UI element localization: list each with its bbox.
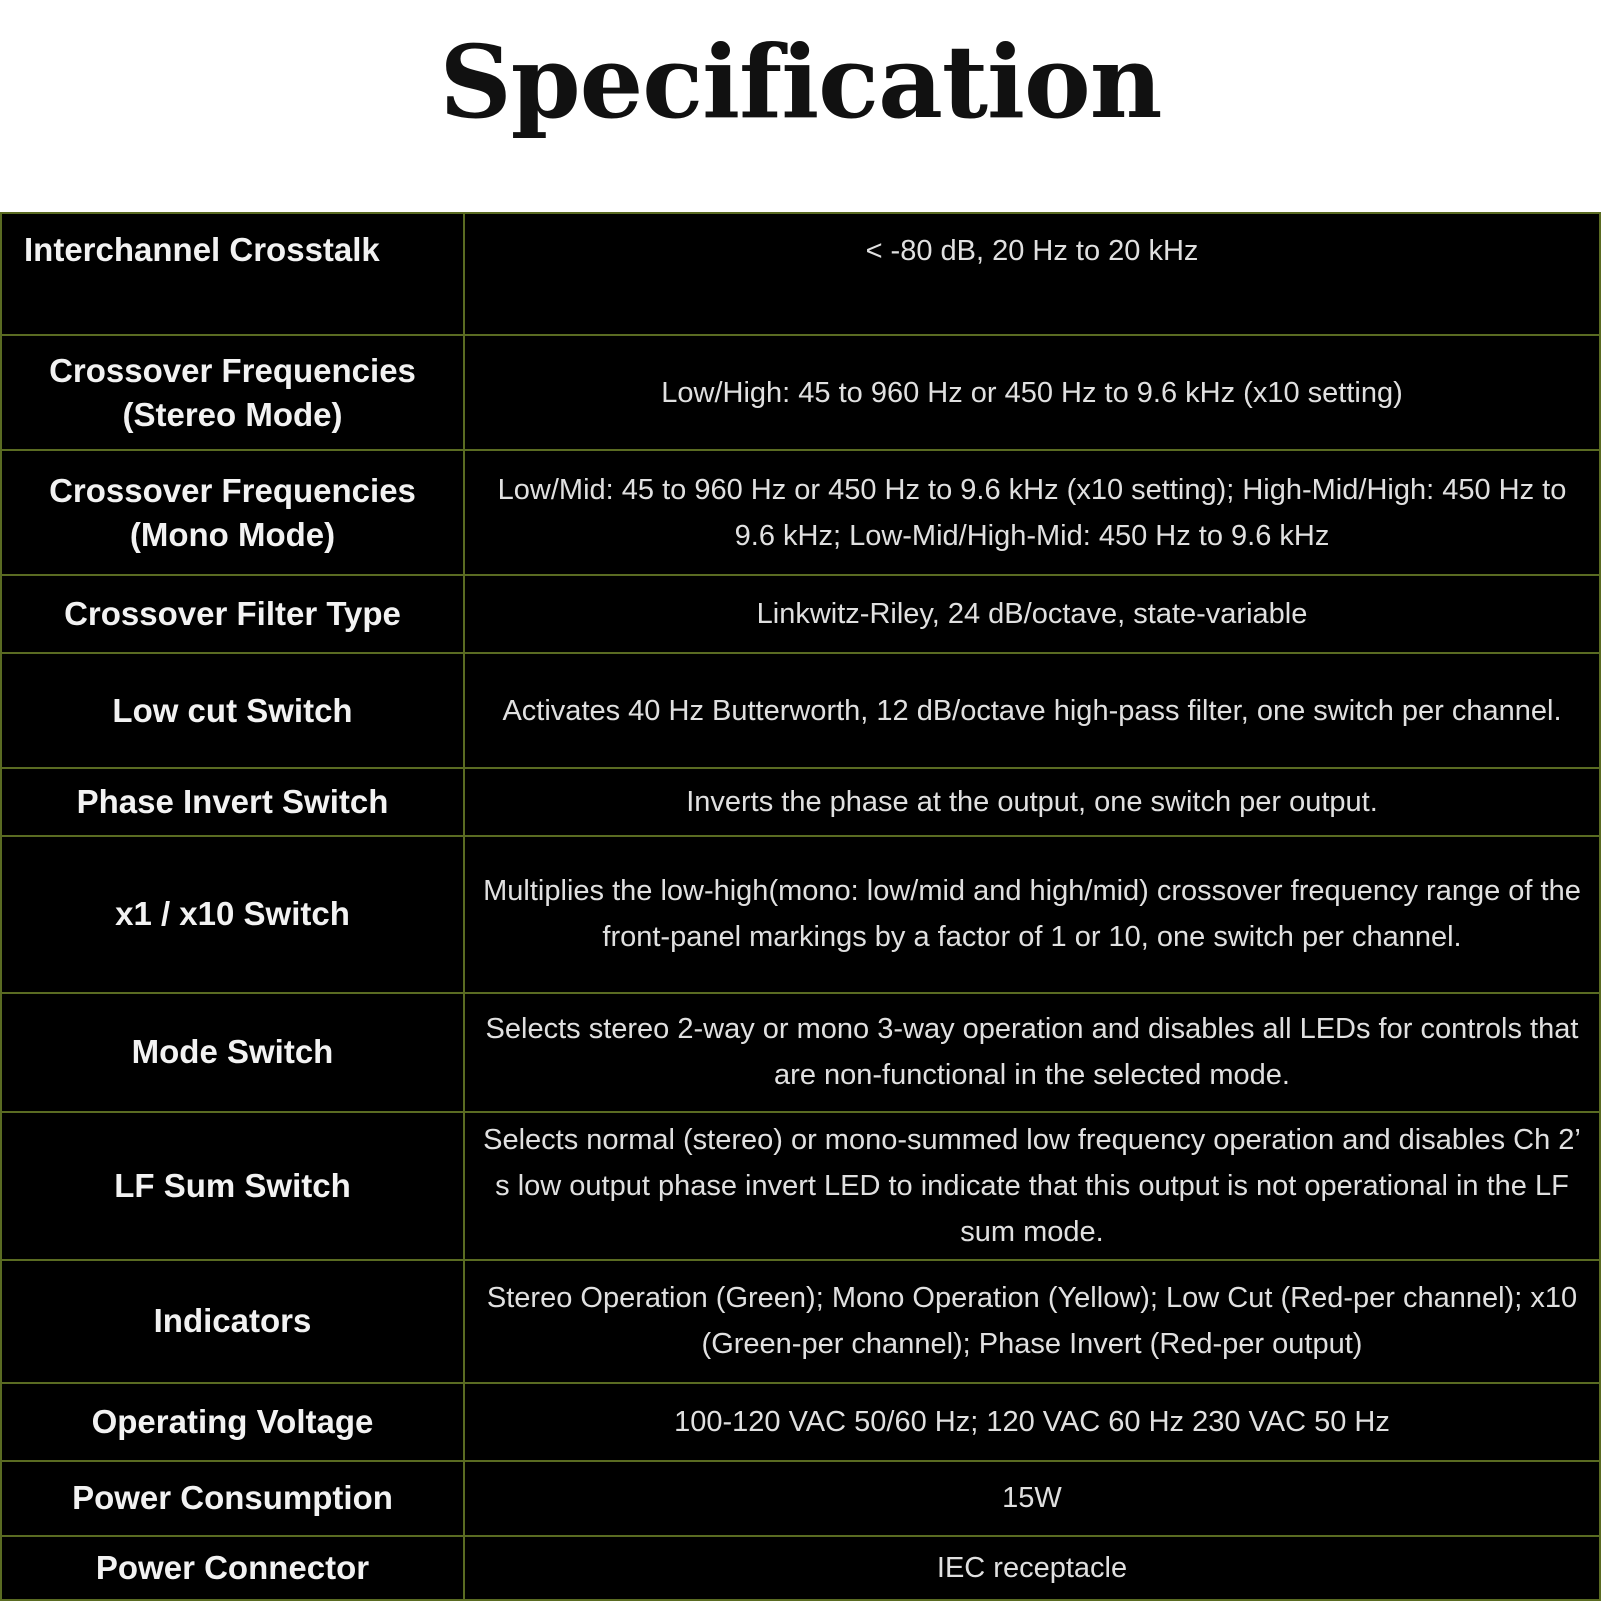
table-row — [1, 1260, 1600, 1383]
spec-value: Inverts the phase at the output, one switch per output. — [464, 768, 1600, 836]
table-row — [1, 450, 1600, 575]
spec-label: Indicators — [1, 1260, 464, 1383]
table-row — [1, 1536, 1600, 1600]
spec-value: Stereo Operation (Green); Mono Operation (Yellow); Low Cut (Red-per channel); x10 (Green-per channel); Phase Invert (Red-per output) — [464, 1260, 1600, 1383]
spec-value: Selects normal (stereo) or mono-summed low frequency operation and disables Ch 2’ s low output phase invert LED to indicate that this output is not operational in the LF sum mode. — [464, 1112, 1600, 1260]
spec-value: Low/High: 45 to 960 Hz or 450 Hz to 9.6 kHz (x10 setting) — [464, 335, 1600, 450]
spec-value: < -80 dB, 20 Hz to 20 kHz — [464, 213, 1600, 335]
spec-label: LF Sum Switch — [1, 1112, 464, 1260]
table-row — [1, 1461, 1600, 1536]
spec-value: Multiplies the low-high(mono: low/mid and high/mid) crossover frequency range of the front-panel markings by a factor of 1 or 10, one switch per channel. — [464, 836, 1600, 992]
table-row — [1, 1383, 1600, 1461]
spec-value: Linkwitz-Riley, 24 dB/octave, state-variable — [464, 575, 1600, 653]
spec-label: Crossover Frequencies (Stereo Mode) — [1, 335, 464, 450]
table-row — [1, 1112, 1600, 1260]
spec-label: Low cut Switch — [1, 653, 464, 768]
spec-value: Selects stereo 2-way or mono 3-way operation and disables all LEDs for controls that are non-functional in the selected mode. — [464, 993, 1600, 1112]
table-row — [1, 575, 1600, 653]
table-row — [1, 213, 1600, 335]
spec-label: Crossover Frequencies (Mono Mode) — [1, 450, 464, 575]
specification-table — [0, 212, 1601, 1601]
page-title: Specification — [439, 23, 1162, 141]
table-row — [1, 836, 1600, 992]
spec-label: x1 / x10 Switch — [1, 836, 464, 992]
spec-label: Power Consumption — [1, 1461, 464, 1536]
spec-label: Interchannel Crosstalk — [1, 213, 464, 335]
spec-value: Activates 40 Hz Butterworth, 12 dB/octave high-pass filter, one switch per channel. — [464, 653, 1600, 768]
spec-value: 15W — [464, 1461, 1600, 1536]
spec-value: IEC receptacle — [464, 1536, 1600, 1600]
spec-label: Power Connector — [1, 1536, 464, 1600]
spec-label: Mode Switch — [1, 993, 464, 1112]
table-row — [1, 768, 1600, 836]
spec-value: 100-120 VAC 50/60 Hz; 120 VAC 60 Hz 230 VAC 50 Hz — [464, 1383, 1600, 1461]
spec-label: Operating Voltage — [1, 1383, 464, 1461]
spec-value: Low/Mid: 45 to 960 Hz or 450 Hz to 9.6 kHz (x10 setting); High-Mid/High: 450 Hz to 9.6 kHz; Low-Mid/High-Mid: 450 Hz to 9.6 kHz — [464, 450, 1600, 575]
spec-label: Crossover Filter Type — [1, 575, 464, 653]
table-row — [1, 993, 1600, 1112]
spec-label: Phase Invert Switch — [1, 768, 464, 836]
table-row — [1, 335, 1600, 450]
table-row — [1, 653, 1600, 768]
